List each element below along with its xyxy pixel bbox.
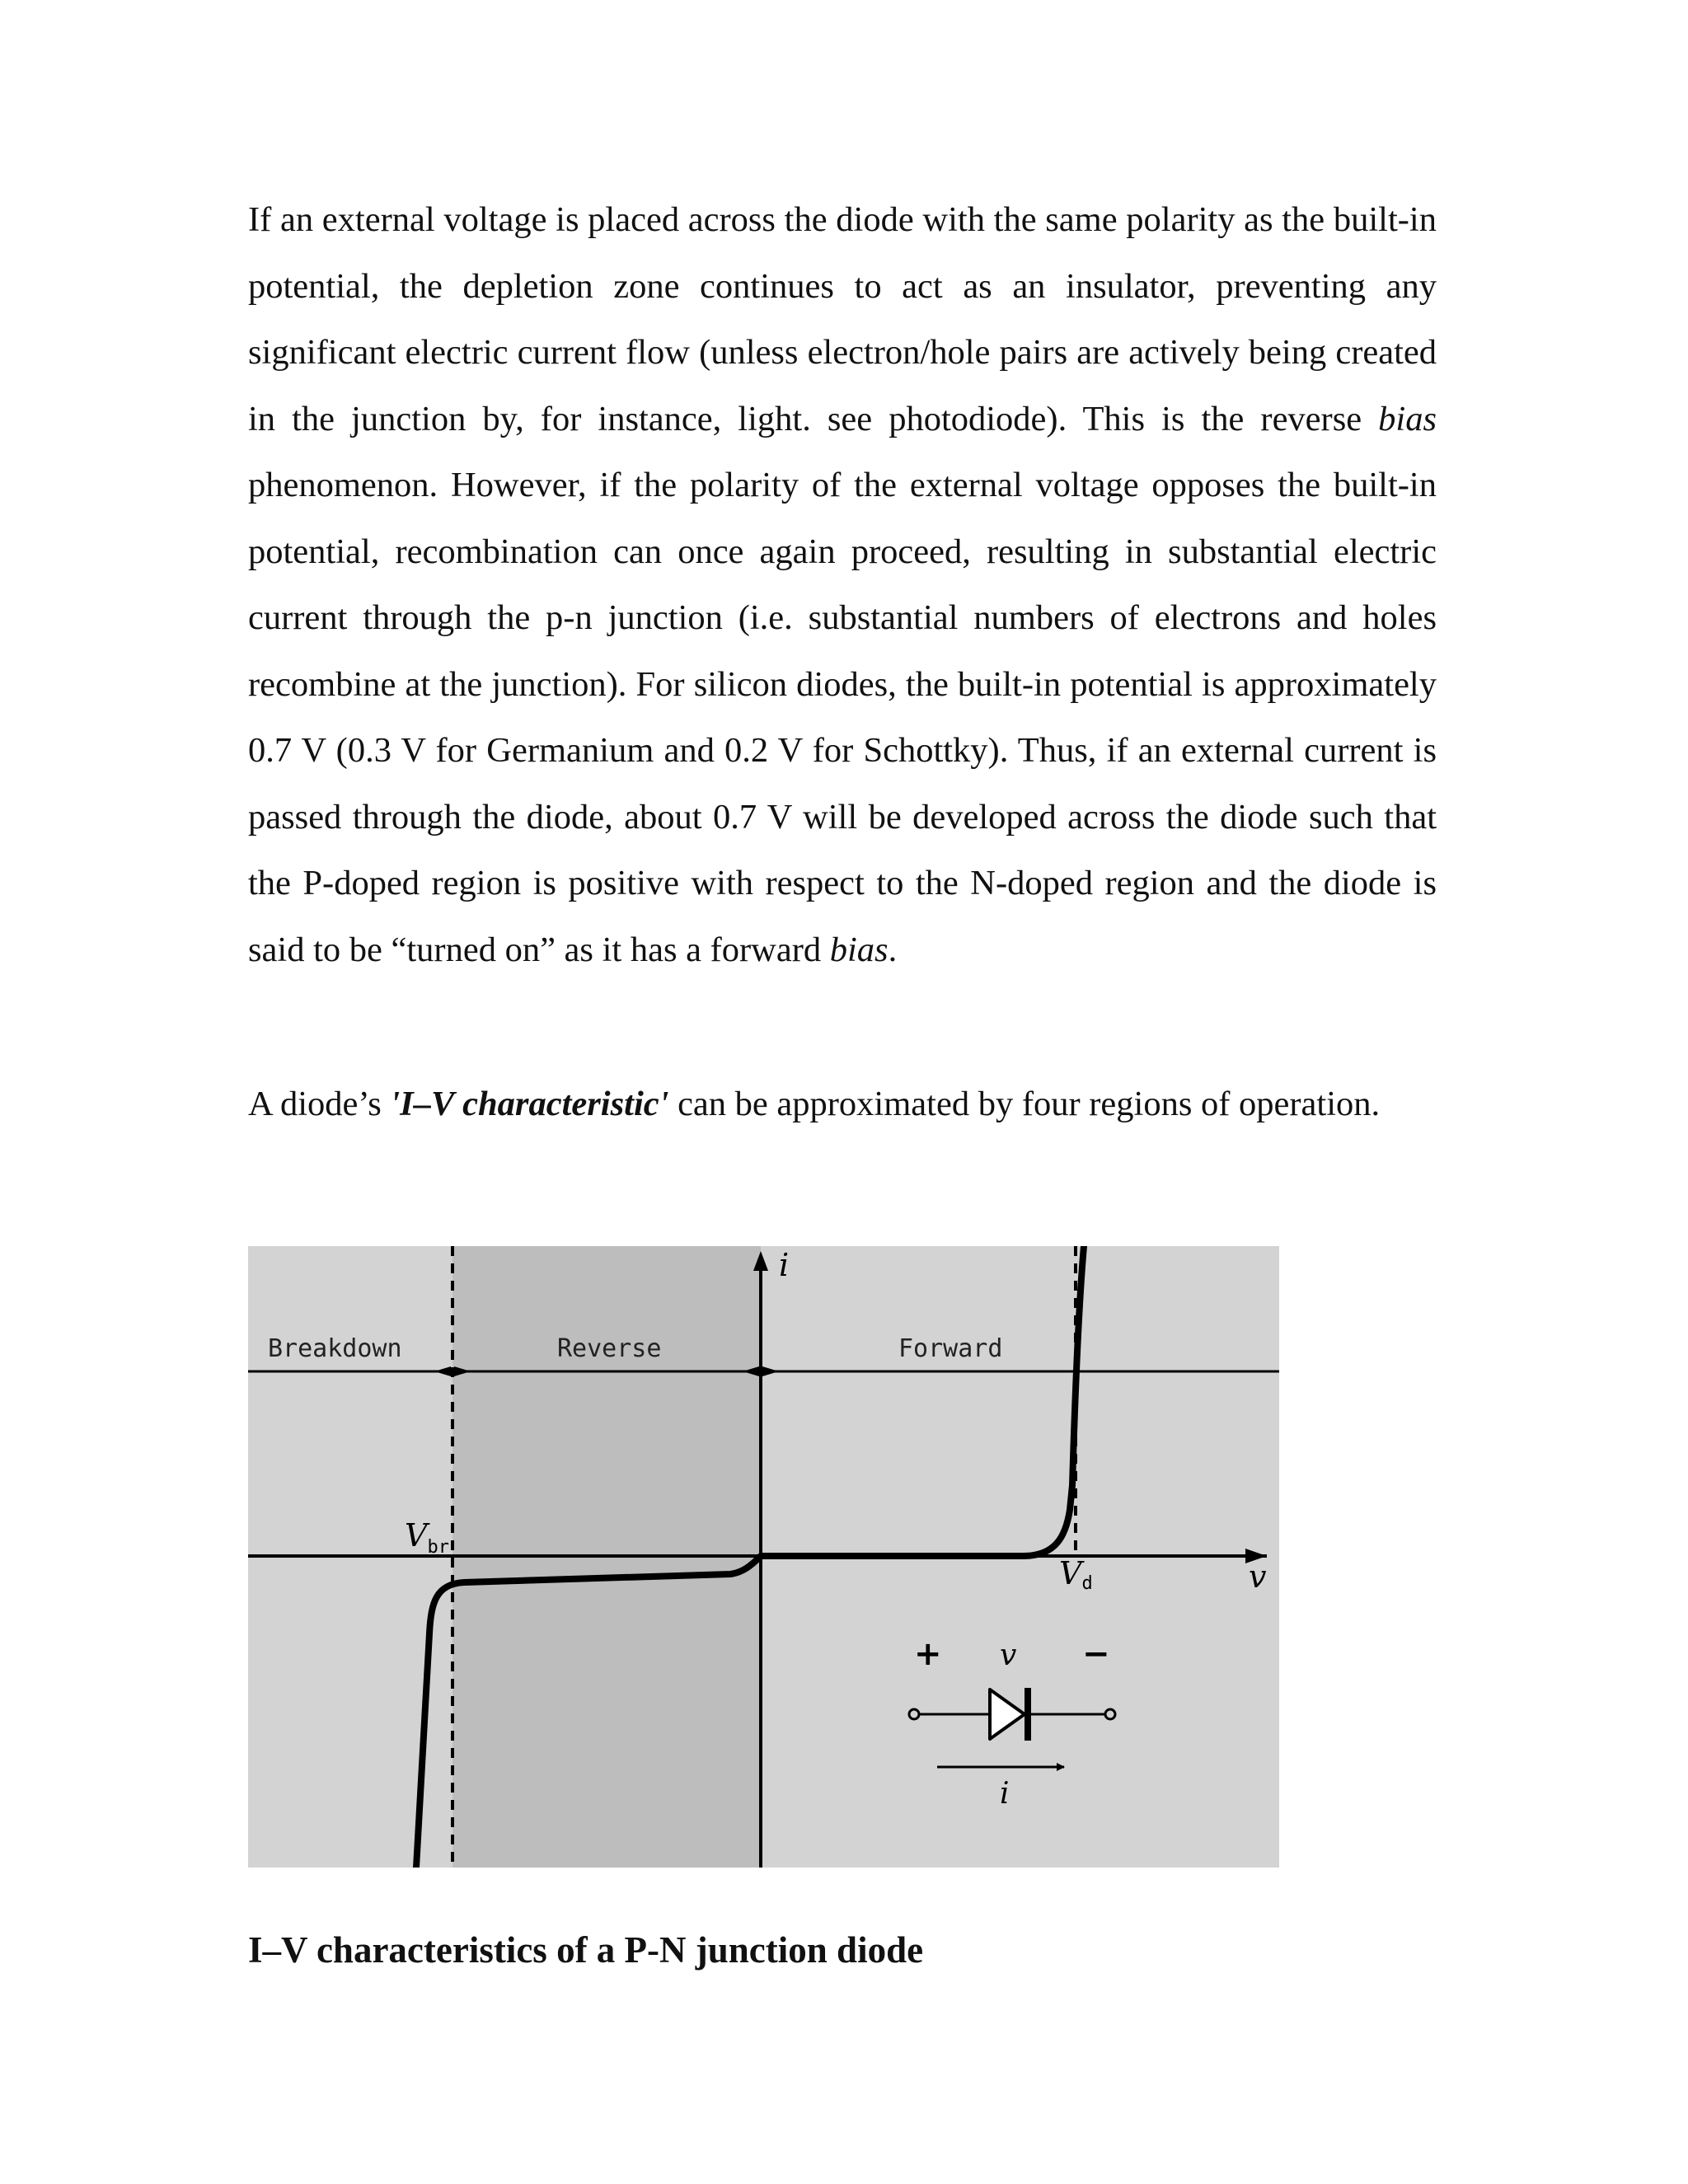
region-label-forward: Forward bbox=[898, 1334, 1003, 1363]
iv-characteristic-diagram bbox=[248, 1246, 1279, 1868]
i-axis-label: i bbox=[779, 1247, 790, 1283]
emphasis-bias: bias bbox=[829, 930, 889, 969]
region-label-breakdown: Breakdown bbox=[268, 1334, 402, 1363]
paragraph-iv-characteristic bbox=[248, 1071, 1437, 1138]
paragraph-reverse-forward-bias bbox=[248, 187, 1437, 983]
diode-current-label: i bbox=[1000, 1777, 1010, 1811]
term-iv-characteristic: 'I–V characteristic' bbox=[390, 1085, 669, 1123]
breakdown-voltage-subscript: br bbox=[427, 1537, 449, 1558]
region-label-reverse: Reverse bbox=[557, 1334, 662, 1363]
polarity-plus-label: + bbox=[914, 1635, 942, 1673]
paragraph-text: . bbox=[888, 930, 898, 969]
polarity-minus-label: − bbox=[1082, 1635, 1110, 1673]
diode-voltage-label: v bbox=[1000, 1638, 1017, 1672]
forward-voltage-subscript: d bbox=[1081, 1573, 1093, 1594]
paragraph-text: A diode’s bbox=[248, 1085, 391, 1123]
emphasis-bias: bias bbox=[1378, 399, 1437, 438]
figure-caption: I–V characteristics of a P-N junction diode bbox=[248, 1929, 924, 1971]
terminal-anode-icon bbox=[909, 1709, 919, 1719]
paragraph-text: If an external voltage is placed across the diode with the same polarity as the built-in potential, the depletion zone continues to act as an insulator, preventing any significant electric current flow (unless electron/hole pairs are actively being created in the junction by, for instance, light. see photodiode). This is the reverse bbox=[248, 200, 1437, 438]
v-axis-label: v bbox=[1249, 1558, 1267, 1595]
paragraph-text: can be approximated by four regions of operation. bbox=[668, 1085, 1381, 1123]
terminal-cathode-icon bbox=[1105, 1709, 1115, 1719]
paragraph-text: phenomenon. However, if the polarity of the external voltage opposes the built-in potential, recombination can once again proceed, resulting in substantial electric current through the p-n junction (i.e. substantial numbers of electrons and holes recombine at the junction). For silicon diodes, the built-in potential is approximately 0.7 V (0.3 V for Germanium and 0.2 V for Schottky). Thus, if an external current is passed through the diode, about 0.7 V will be developed across the diode such that the P-doped region is positive with respect to the N-doped region and the diode is said to be “turned on” as it has a forward bbox=[248, 466, 1437, 969]
iv-diagram-svg bbox=[248, 1246, 1279, 1868]
breakdown-voltage-main: V bbox=[405, 1517, 428, 1554]
forward-voltage-main: V bbox=[1059, 1555, 1082, 1591]
